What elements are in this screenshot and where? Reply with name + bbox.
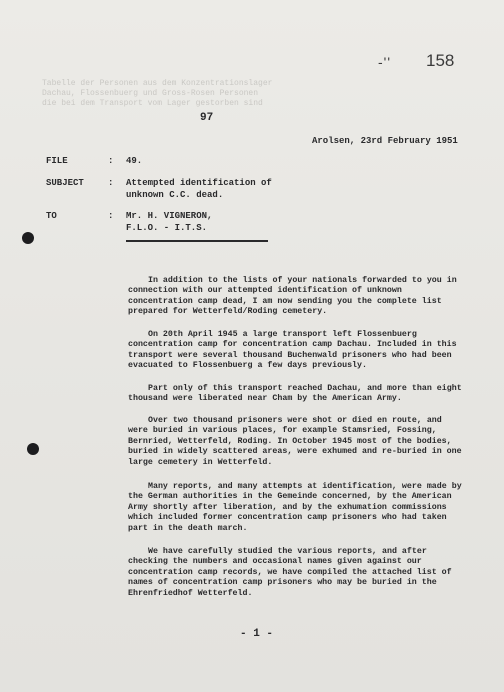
subject-label: SUBJECT [46, 178, 84, 188]
paragraph-6: We have carefully studied the various reports, and after checking the numbers and occasional names given against our concentration camp records, we have compiled the attached list of names of concentration camp prisoners who may be buried in the Ehrenfriedhof Wetterfeld. [128, 547, 452, 598]
paragraph-2: On 20th April 1945 a large transport left Flossenbuerg concentration camp for concentration camp Dachau. Included in this transport were several thousand Buchenwald prisoners who had been evacuated to Flossenbuerg a few days previously. [128, 330, 457, 371]
to-value-line1: Mr. H. VIGNERON, [126, 211, 213, 221]
to-value-line2: F.L.O. - I.T.S. [126, 223, 208, 233]
stamp-mark: -ʹʹ [378, 54, 392, 70]
subject-value-line1: Attempted identification of [126, 178, 272, 188]
file-colon: : [108, 156, 114, 166]
punch-hole-mark [27, 443, 39, 455]
file-value: 49. [126, 156, 143, 166]
paragraph-4: Over two thousand prisoners were shot or died en route, and were buried in various places, for example Stamsried, Fossing, Bernried, Wetterfeld, Roding. In October 1945 most of the bodies, buried in widely scattered areas, were exhumed and re-buried in one large cemetery in Wetterfeld. [128, 416, 462, 467]
faint-bleed-through-text: Tabelle der Personen aus dem Konzentrationslager Dachau, Flossenbuerg und Gross-Rosen Personen die bei dem Transport vom Lager gestorben sind [42, 79, 273, 108]
punch-hole-mark [22, 232, 34, 244]
header-divider [126, 240, 268, 242]
archive-page-number: 158 [426, 51, 455, 70]
paragraph-1: In addition to the lists of your nationals forwarded to you in connection with our attempted identification of unknown concentration camp dead, I am now sending you the complete list prepared for Wetterfeld/Roding cemetery. [128, 276, 457, 317]
document-number: 97 [200, 112, 214, 124]
paragraph-3: Part only of this transport reached Dachau, and more than eight thousand were liberated near Cham by the American Army. [128, 384, 462, 404]
page-number: - 1 - [240, 628, 274, 640]
subject-value-line2: unknown C.C. dead. [126, 190, 224, 200]
to-colon: : [108, 211, 114, 221]
subject-colon: : [108, 178, 114, 188]
file-label: FILE [46, 156, 68, 166]
dateline: Arolsen, 23rd February 1951 [312, 136, 458, 146]
paragraph-5: Many reports, and many attempts at identification, were made by the German authorities in the Gemeinde concerned, by the American Army shortly after liberation, and by the exhumation commissions which included former concentration camp prisoners who had taken part in the death march. [128, 482, 462, 533]
to-label: TO [46, 211, 57, 221]
